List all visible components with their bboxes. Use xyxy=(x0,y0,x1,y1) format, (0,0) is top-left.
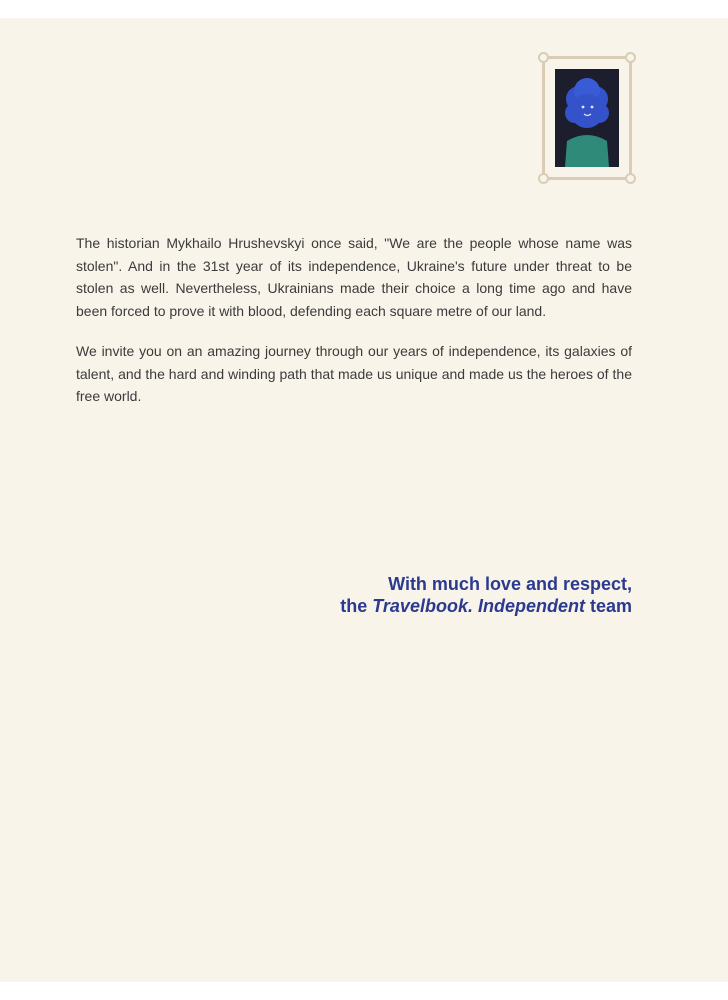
frame-corner-ornament xyxy=(538,173,549,184)
portrait-illustration xyxy=(555,69,619,167)
frame-corner-ornament xyxy=(625,173,636,184)
intro-paragraph: The historian Mykhailo Hrushevskyi once said, "We are the people whose name was stolen". And in the 31st year of its independence, Ukraine's future under threat to be stolen as well. Nevertheless, Ukrainians made their choice a long time ago and have been forced to prove it with blood, defending each square metre of our land. xyxy=(76,235,632,319)
book-title: Travelbook. Independent xyxy=(372,596,585,616)
signature-line-1: With much love and respect, xyxy=(388,574,632,594)
framed-portrait xyxy=(542,56,632,180)
character-illustration-icon xyxy=(555,69,619,167)
frame-corner-ornament xyxy=(538,52,549,63)
invitation-paragraph: We invite you on an amazing journey through our years of independence, its galaxies of talent, and the hard and winding path that made us unique and made us the heroes of the free world. xyxy=(76,343,632,404)
signature-block xyxy=(340,573,632,617)
frame-corner-ornament xyxy=(625,52,636,63)
signature-line-2 xyxy=(340,595,632,617)
book-page xyxy=(0,18,728,982)
signature-suffix: team xyxy=(584,596,632,616)
signature-prefix: the xyxy=(340,596,373,616)
